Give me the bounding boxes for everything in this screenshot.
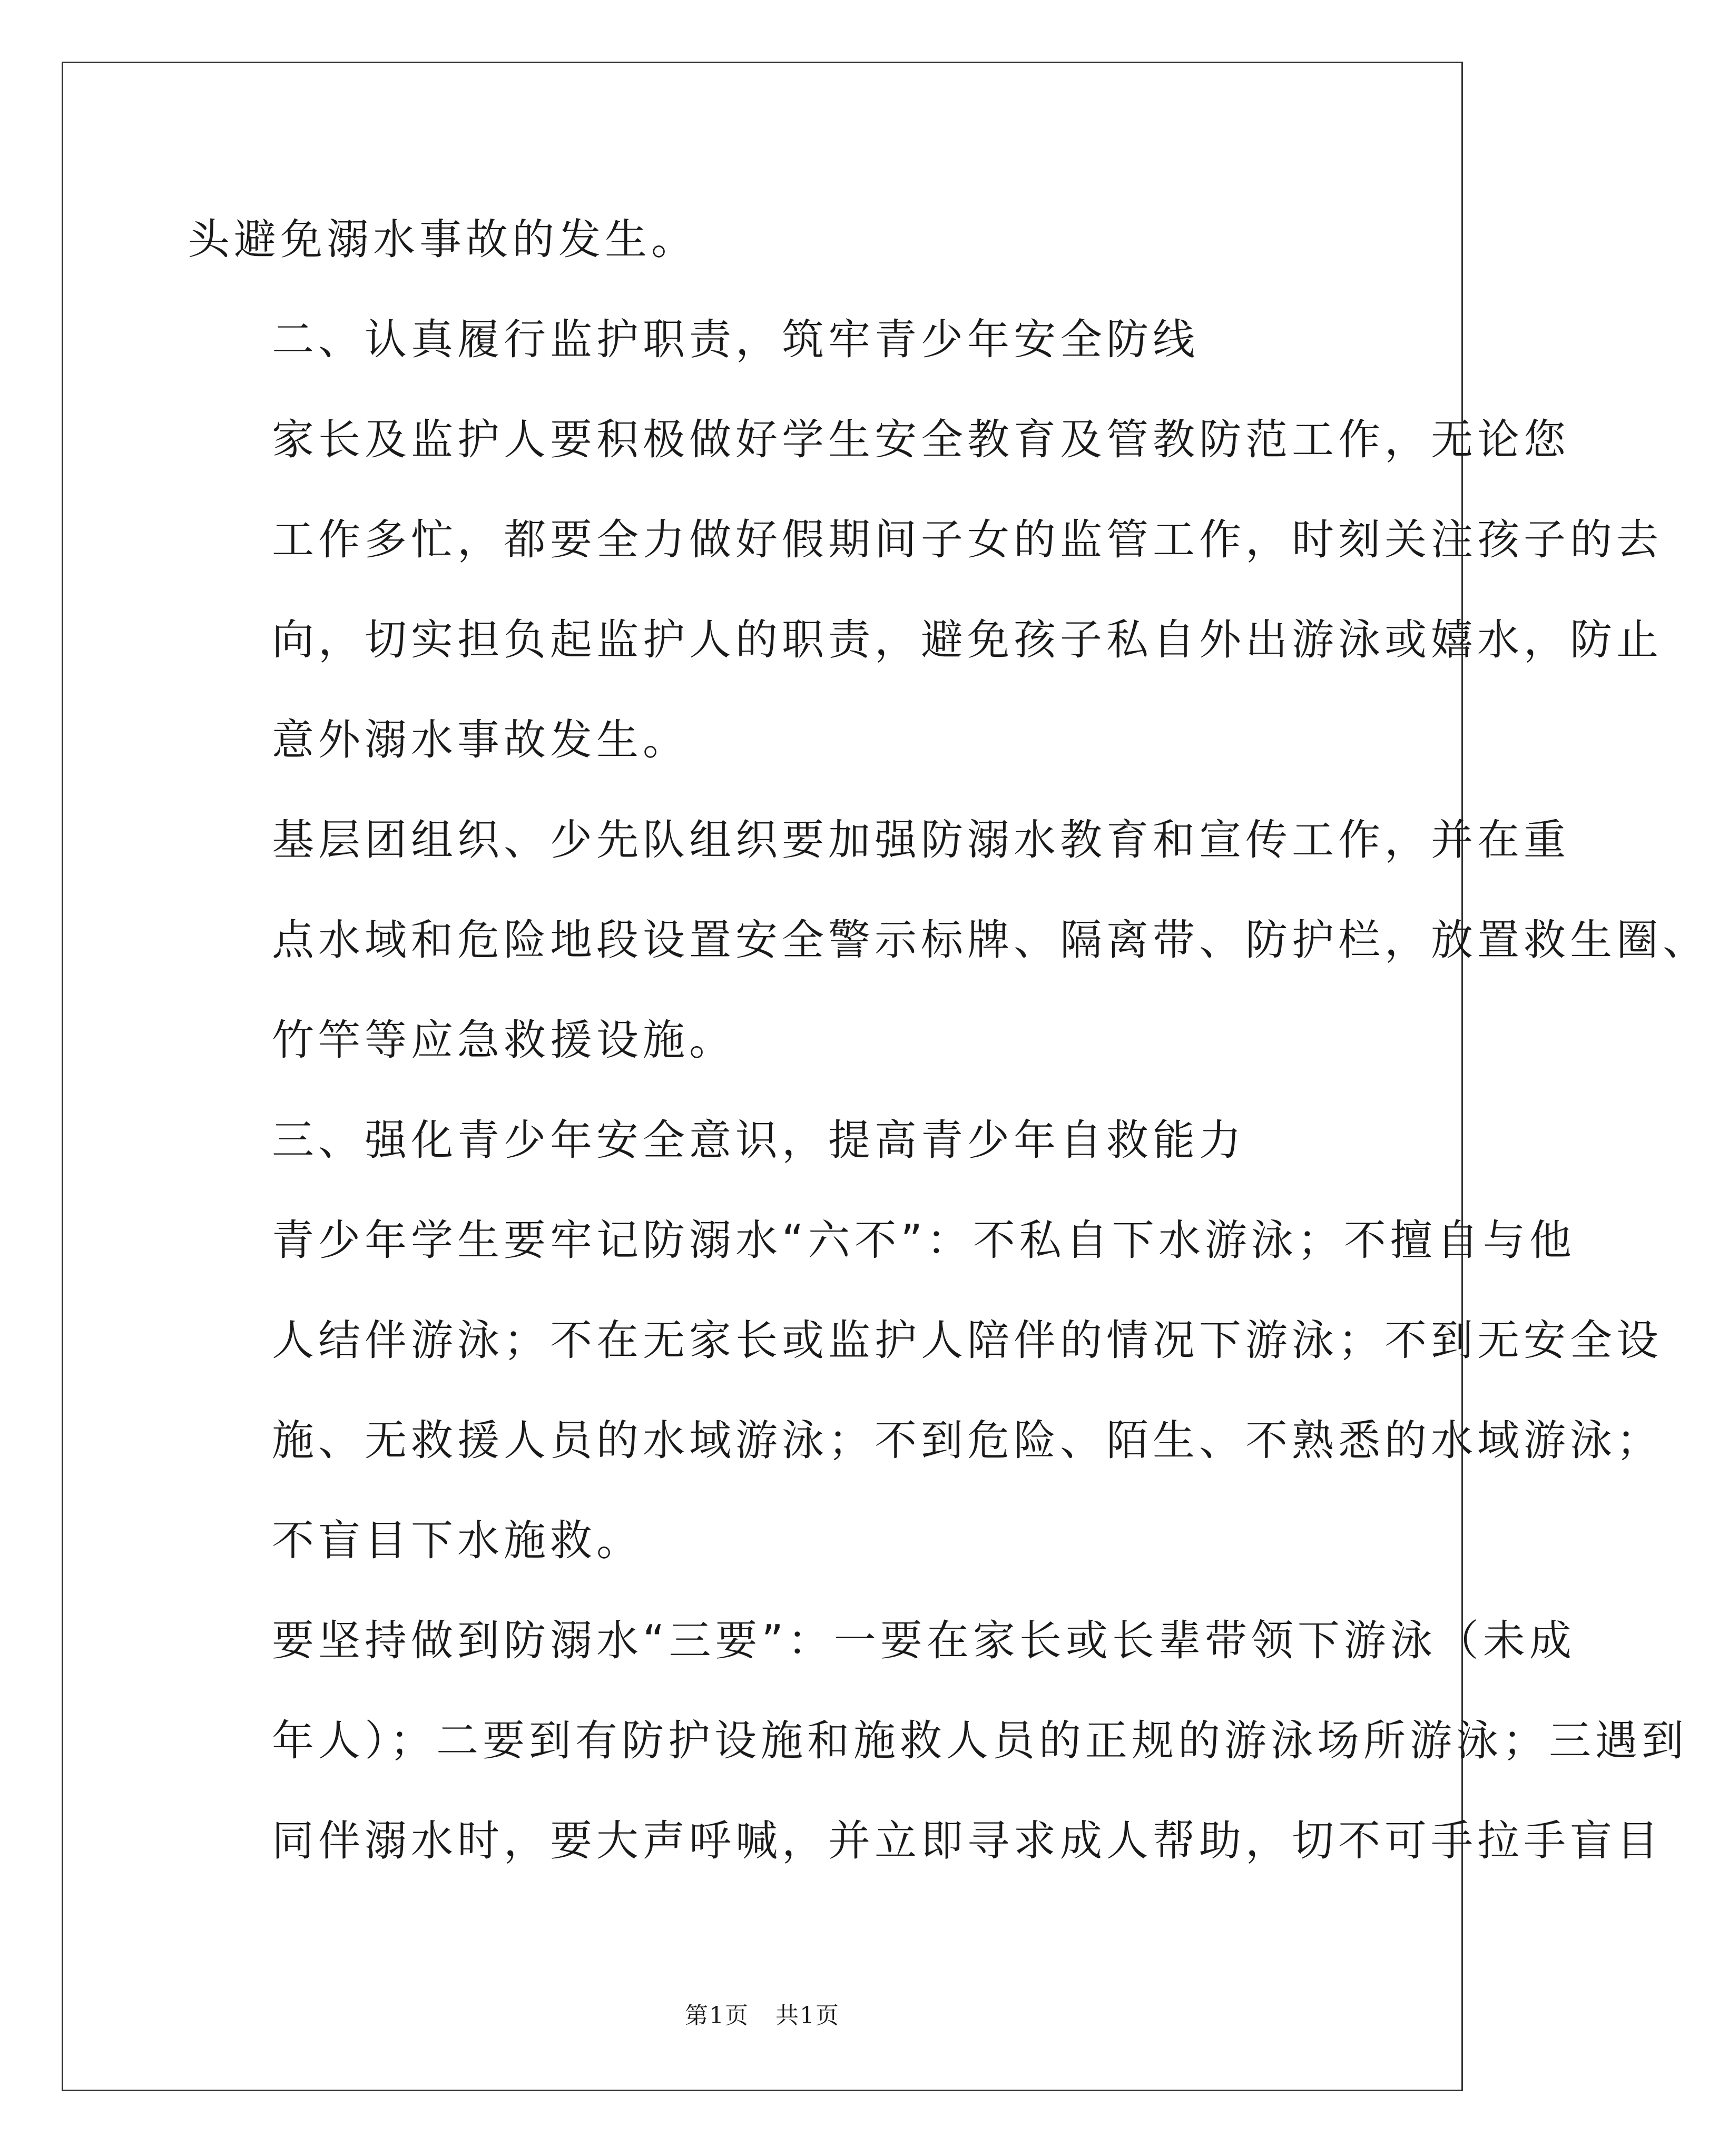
- paragraph: [188, 790, 1709, 1090]
- text-line: 工作多忙，都要全力做好假期间子女的监管工作，时刻关注孩子的去: [272, 515, 1663, 564]
- page-number: 第1页: [685, 2002, 749, 2029]
- text-line: 施、无救援人员的水域游泳；不到危险、陌生、不熟悉的水域游泳；: [272, 1416, 1663, 1465]
- text-line: 人结伴游泳；不在无家长或监护人陪伴的情况下游泳；不到无安全设: [272, 1316, 1663, 1365]
- paragraph: [188, 1591, 1688, 1891]
- paragraph: [188, 190, 1341, 290]
- page-footer: [0, 1996, 1525, 2030]
- text-line: 年人）；二要到有防护设施和施救人员的正规的游泳场所游泳；三遇到: [272, 1716, 1688, 1765]
- paragraph: [188, 1090, 1341, 1190]
- text-line: 点水域和危险地段设置安全警示标牌、隔离带、防护栏，放置救生圈、: [272, 915, 1709, 964]
- document-body: [188, 190, 1709, 1891]
- text-line: 同伴溺水时，要大声呼喊，并立即寻求成人帮助，切不可手拉手盲目: [272, 1816, 1663, 1865]
- text-line: 要坚持做到防溺水“三要”：一要在家长或长辈带领下游泳（未成: [272, 1616, 1576, 1665]
- text-line: 基层团组织、少先队组织要加强防溺水教育和宣传工作，并在重: [272, 815, 1570, 864]
- text-line: 向，切实担负起监护人的职责，避免孩子私自外出游泳或嬉水，防止: [272, 615, 1663, 664]
- paragraph: [188, 390, 1663, 790]
- page-total: 共1页: [775, 2002, 840, 2029]
- paragraph: [188, 1190, 1663, 1591]
- text-line: 二、认真履行监护职责，筑牢青少年安全防线: [272, 315, 1199, 364]
- text-line: 头避免溺水事故的发生。: [188, 215, 698, 264]
- text-line: 竹竿等应急救援设施。: [272, 1016, 735, 1065]
- text-line: 意外溺水事故发生。: [272, 715, 689, 764]
- text-line: 家长及监护人要积极做好学生安全教育及管教防范工作，无论您: [272, 415, 1570, 464]
- paragraph: [188, 290, 1341, 390]
- text-line: 三、强化青少年安全意识，提高青少年自救能力: [272, 1116, 1245, 1165]
- text-line: 青少年学生要牢记防溺水“六不”：不私自下水游泳；不擅自与他: [272, 1216, 1576, 1265]
- text-line: 不盲目下水施救。: [272, 1516, 643, 1565]
